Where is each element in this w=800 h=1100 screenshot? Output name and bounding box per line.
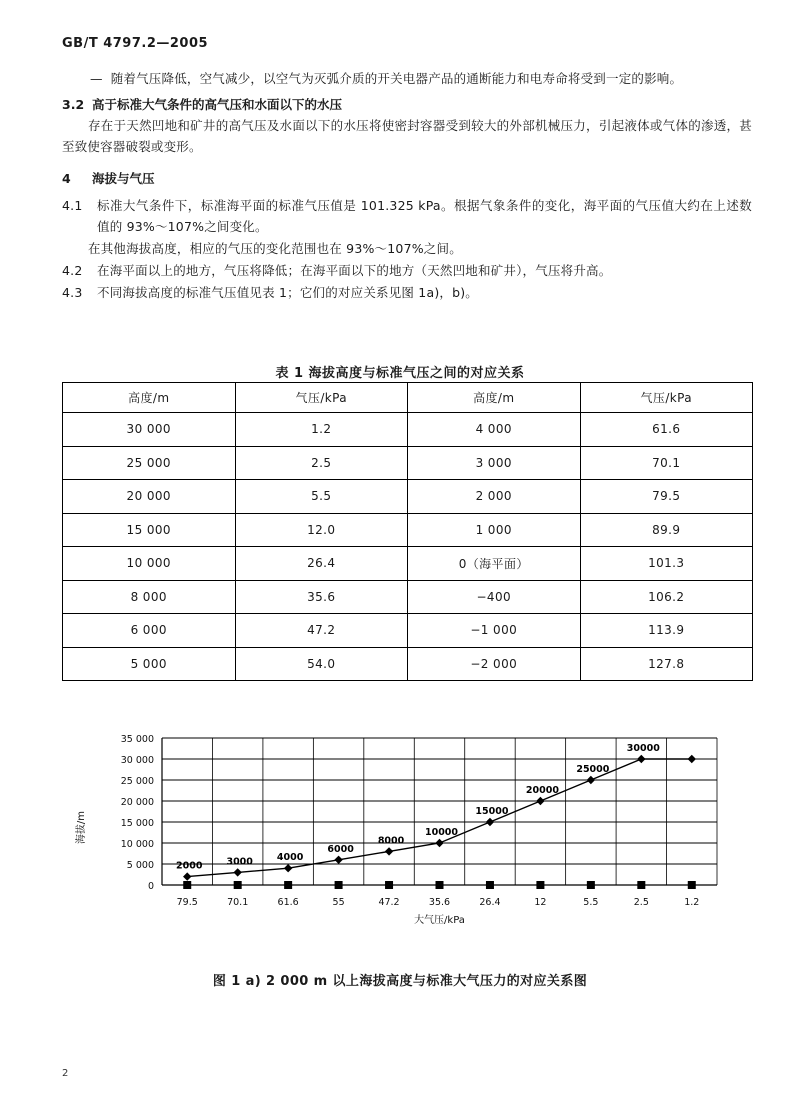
table-row (63, 446, 753, 480)
data-point-marker (284, 864, 292, 872)
data-point-label: 8000 (377, 835, 405, 847)
y-axis-tick-label: 5 000 (126, 860, 154, 871)
x-axis-tick-label: 26.4 (479, 897, 501, 908)
figure-1a-chart (62, 730, 752, 930)
y-axis-tick-label: 15 000 (120, 818, 154, 829)
data-point-label: 25000 (576, 764, 610, 775)
data-point-marker (385, 847, 393, 855)
table-row (63, 480, 753, 514)
table-cell: 35.6 (235, 580, 408, 614)
page-header-standard-number: GB/T 4797.2—2005 (62, 36, 209, 51)
table-cell: −400 (408, 580, 581, 614)
section-4-number: 4 (62, 171, 71, 186)
table-cell: 2 000 (408, 480, 581, 514)
table-row (63, 547, 753, 581)
table-header-cell: 高度/m (408, 383, 581, 413)
data-point-marker (536, 881, 544, 889)
table-cell: 3 000 (408, 446, 581, 480)
data-point-marker (183, 881, 191, 889)
table-cell: 1 000 (408, 513, 581, 547)
data-point-marker (334, 856, 342, 864)
table-cell: 106.2 (580, 580, 753, 614)
table-cell: 26.4 (235, 547, 408, 581)
bullet-dash-icon: — (90, 71, 103, 86)
data-point-marker (587, 776, 595, 784)
data-point-marker (284, 881, 292, 889)
section-4-2-text: 在海平面以上的地方，气压将降低；在海平面以下的地方（天然凹地和矿井），气压将升高。 (97, 263, 612, 278)
data-point-marker (486, 818, 494, 826)
table-1-body (63, 413, 753, 681)
section-4-1-paragraph (62, 195, 752, 237)
table-cell: 12.0 (235, 513, 408, 547)
table-row (63, 580, 753, 614)
table-cell: 2.5 (235, 446, 408, 480)
table-row (63, 647, 753, 681)
table-cell: 70.1 (580, 446, 753, 480)
x-axis-tick-label: 2.5 (633, 897, 649, 908)
data-point-marker (435, 839, 443, 847)
data-point-marker (637, 755, 645, 763)
data-point-marker (688, 881, 696, 889)
bullet-paragraph-text: 随着气压降低，空气减少，以空气为灭弧介质的开关电器产品的通断能力和电寿命将受到一定的影响。 (110, 71, 683, 86)
table-cell: 127.8 (580, 647, 753, 681)
table-cell: 30 000 (63, 413, 236, 447)
x-axis-tick-label: 79.5 (176, 897, 198, 908)
page-number: 2 (62, 1068, 69, 1079)
x-axis-title: 大气压/kPa (414, 915, 465, 926)
data-point-marker (637, 881, 645, 889)
table-cell: 25 000 (63, 446, 236, 480)
table-cell: 101.3 (580, 547, 753, 581)
table-cell: 54.0 (235, 647, 408, 681)
bullet-paragraph (62, 68, 752, 89)
data-point-marker (234, 881, 242, 889)
table-header-cell: 高度/m (63, 383, 236, 413)
data-point-marker (335, 881, 343, 889)
data-point-marker (436, 881, 444, 889)
table-row (63, 513, 753, 547)
section-4-2-number: 4.2 (62, 263, 83, 278)
section-4-3-text: 不同海拔高度的标准气压值见表 1；它们的对应关系见图 1a)，b)。 (97, 285, 479, 300)
table-cell: 1.2 (235, 413, 408, 447)
section-4-1-paragraph-2: 在其他海拔高度，相应的气压的变化范围也在 93%～107%之间。 (88, 241, 462, 256)
x-axis-tick-label: 1.2 (684, 897, 700, 908)
section-4-3-paragraph (62, 282, 752, 303)
table-cell: 89.9 (580, 513, 753, 547)
y-axis-tick-label: 10 000 (120, 839, 154, 850)
section-3-2-title: 高于标准大气条件的高气压和水面以下的水压 (92, 97, 343, 112)
y-axis-tick-label: 35 000 (120, 734, 154, 745)
data-point-label: 20000 (525, 785, 559, 796)
y-axis-tick-label: 30 000 (120, 755, 154, 766)
table-cell: 6 000 (63, 614, 236, 648)
data-point-label: 6000 (327, 843, 354, 855)
table-header-row (63, 383, 753, 413)
data-point-marker (233, 868, 241, 876)
section-4-1-text: 标准大气条件下，标准海平面的标准气压值是 101.325 kPa。根据气象条件的变化，海平面的气压值大约在上述数值的 93%～107%之间变化。 (97, 198, 752, 234)
x-axis-tick-label: 35.6 (428, 897, 451, 908)
y-axis-title: 海拔/m (76, 810, 87, 845)
x-axis-tick-label: 47.2 (378, 897, 400, 908)
figure-1a-caption: 图 1 a) 2 000 m 以上海拔高度与标准大气压力的对应关系图 (212, 974, 588, 989)
data-point-marker (688, 755, 696, 763)
section-4-title: 海拔与气压 (92, 171, 155, 186)
table-cell: 4 000 (408, 413, 581, 447)
data-point-label: 30000 (626, 743, 660, 754)
table-1-wrapper (62, 382, 752, 681)
table-cell: 79.5 (580, 480, 753, 514)
y-axis-tick-label: 20 000 (120, 797, 154, 808)
table-cell: 8 000 (63, 580, 236, 614)
table-cell: 61.6 (580, 413, 753, 447)
table-1-head (63, 383, 753, 413)
table-1-title: 表 1 海拔高度与标准气压之间的对应关系 (275, 366, 525, 381)
table-cell: 5.5 (235, 480, 408, 514)
data-point-label: 3000 (226, 856, 253, 868)
document-body (62, 68, 752, 304)
x-axis-tick-label: 12 (534, 897, 547, 908)
x-axis-tick-label: 70.1 (227, 897, 249, 908)
section-4-heading (62, 169, 752, 187)
data-point-marker (183, 872, 191, 880)
table-row (63, 413, 753, 447)
y-axis-tick-label: 0 (147, 881, 154, 892)
table-cell: −1 000 (408, 614, 581, 648)
y-axis-tick-label: 25 000 (120, 776, 154, 787)
x-axis-tick-label: 5.5 (583, 897, 599, 908)
table-cell: 113.9 (580, 614, 753, 648)
data-point-label: 15000 (475, 806, 509, 817)
data-point-marker (587, 881, 595, 889)
x-axis-tick-label: 61.6 (277, 897, 299, 908)
x-axis-tick-label: 55 (332, 897, 345, 908)
table-header-cell: 气压/kPa (580, 383, 753, 413)
table-cell: 47.2 (235, 614, 408, 648)
data-point-label: 10000 (424, 827, 459, 838)
data-point-marker (385, 881, 393, 889)
data-point-label: 2000 (176, 860, 203, 872)
section-3-2-number: 3.2 (62, 97, 85, 112)
section-3-2-paragraph: 存在于天然凹地和矿井的高气压及水面以下的水压将使密封容器受到较大的外部机械压力，引起液体或气体的渗透，甚至致使容器破裂或变形。 (62, 118, 752, 154)
table-cell: 0（海平面） (408, 547, 581, 581)
table-header-cell: 气压/kPa (235, 383, 408, 413)
table-cell: 20 000 (63, 480, 236, 514)
table-cell: −2 000 (408, 647, 581, 681)
data-point-marker (486, 881, 494, 889)
table-cell: 5 000 (63, 647, 236, 681)
table-1 (62, 382, 753, 681)
data-point-label: 4000 (276, 852, 304, 864)
section-4-2-paragraph (62, 260, 752, 281)
section-4-3-number: 4.3 (62, 285, 83, 300)
table-cell: 10 000 (63, 547, 236, 581)
data-point-marker (536, 797, 544, 805)
table-cell: 15 000 (63, 513, 236, 547)
table-row (63, 614, 753, 648)
altitude-pressure-line-chart (62, 730, 752, 930)
section-3-2-heading (62, 95, 752, 113)
section-4-1-number: 4.1 (62, 198, 83, 213)
